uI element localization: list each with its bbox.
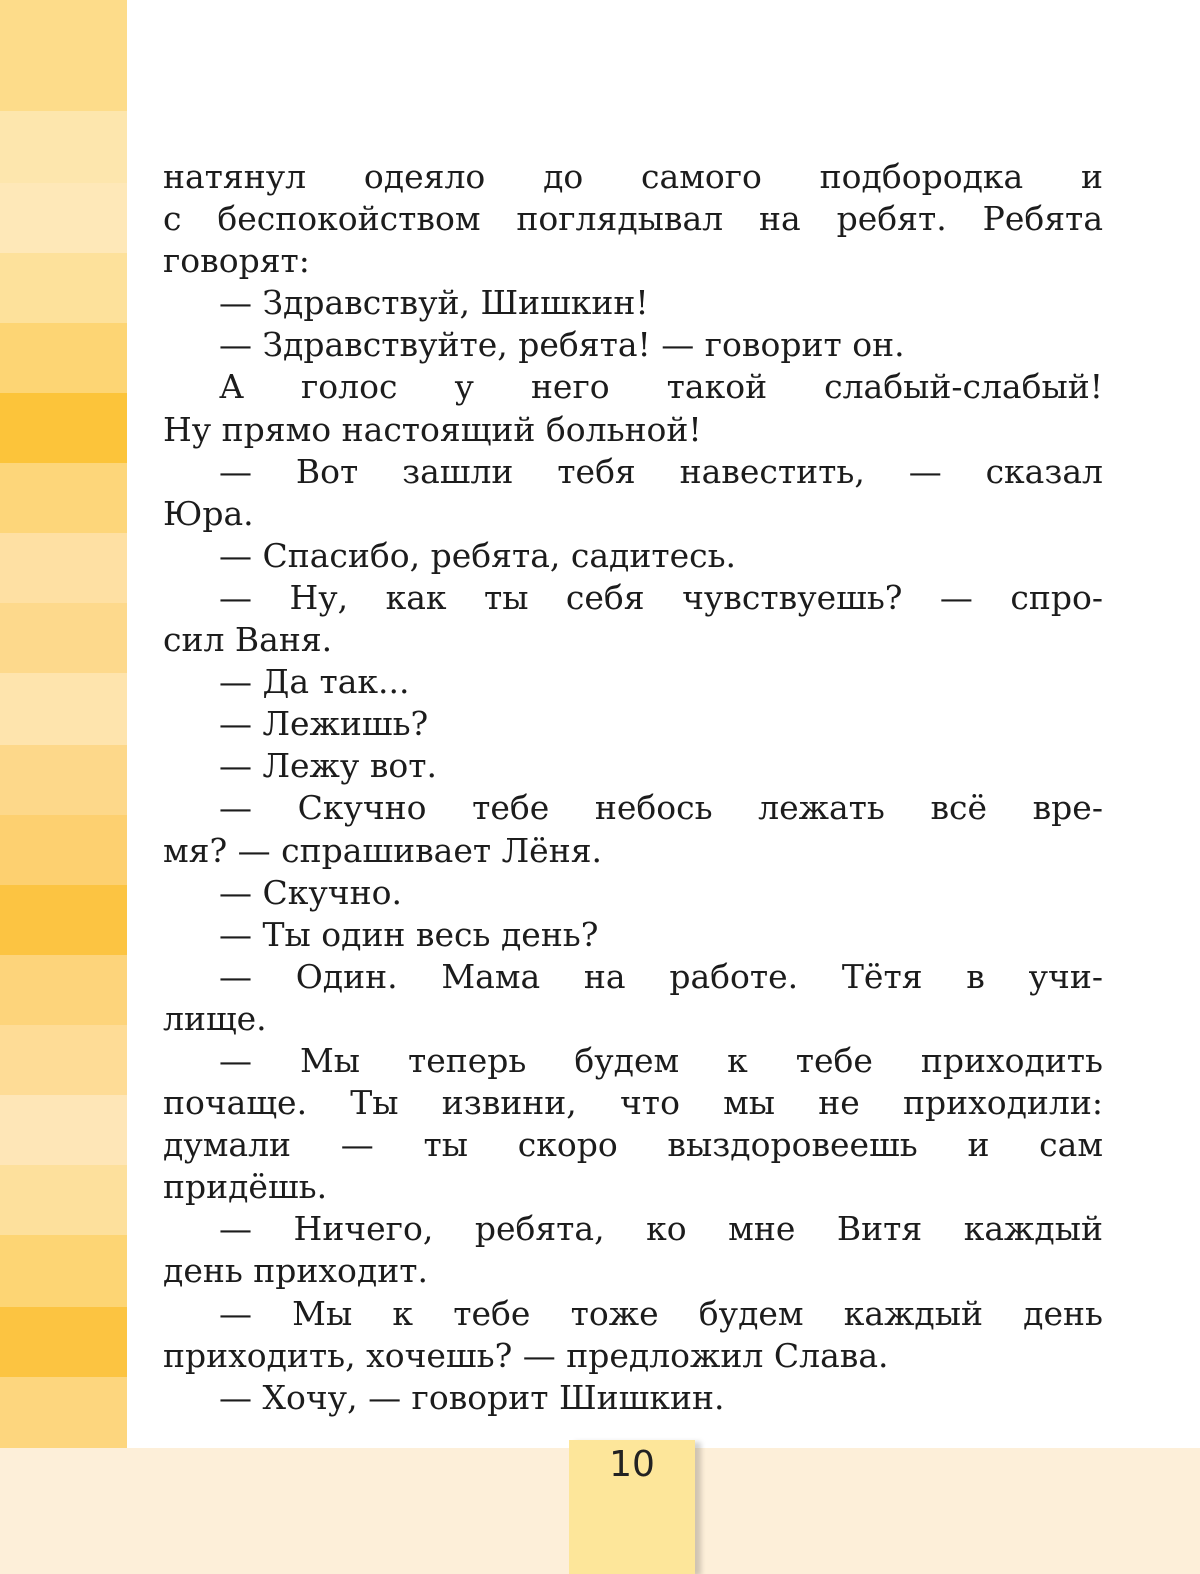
side-stripe <box>0 183 127 253</box>
side-stripe <box>0 1095 127 1165</box>
dialogue-line: — Ты один весь день? <box>219 914 599 954</box>
side-stripe <box>0 323 127 393</box>
side-stripe <box>0 0 127 111</box>
dialogue-line: — Лежишь? <box>219 704 429 744</box>
dialogue-line: — Мы к тебе тоже будем каждый день <box>219 1293 1103 1333</box>
story-text <box>163 156 1103 1419</box>
text-line: сил Ваня. <box>163 620 333 660</box>
page-number: 10 <box>609 1444 655 1485</box>
side-stripe <box>0 533 127 603</box>
side-stripe <box>0 393 127 463</box>
dialogue-line: — Да так... <box>219 662 410 702</box>
text-line: придёшь. <box>163 1167 328 1207</box>
dialogue-line: — Ничего, ребята, ко мне Витя каждый <box>219 1209 1103 1249</box>
text-line: почаще. Ты извини, что мы не приходили: <box>163 1083 1103 1123</box>
side-stripe <box>0 111 127 183</box>
dialogue-line: — Скучно. <box>219 872 402 912</box>
text-line: Ну прямо настоящий больной! <box>163 409 702 449</box>
side-stripe <box>0 1307 127 1377</box>
dialogue-line: — Ну, как ты себя чувствуешь? — спро- <box>219 577 1103 617</box>
side-stripe <box>0 955 127 1025</box>
text-line: Юра. <box>163 493 254 533</box>
text-line: день приходит. <box>163 1251 428 1291</box>
text-line: А голос у него такой слабый-слабый! <box>219 367 1103 407</box>
text-line: думали — ты скоро выздоровеешь и сам <box>163 1125 1103 1165</box>
dialogue-line: — Вот зашли тебя навестить, — сказал <box>219 451 1103 491</box>
side-stripe <box>0 1165 127 1235</box>
dialogue-line: — Лежу вот. <box>219 746 438 786</box>
text-line: лище. <box>163 998 267 1038</box>
side-stripe <box>0 603 127 673</box>
side-stripe <box>0 815 127 885</box>
dialogue-line: — Один. Мама на работе. Тётя в учи- <box>219 956 1103 996</box>
text-line: говорят: <box>163 241 310 281</box>
text-line: натянул одеяло до самого подбородка и <box>163 157 1103 196</box>
side-stripe <box>0 885 127 955</box>
side-stripe <box>0 463 127 533</box>
side-stripe <box>0 1377 127 1448</box>
side-stripe <box>0 253 127 323</box>
side-stripe <box>0 1235 127 1307</box>
dialogue-line: — Спасибо, ребята, садитесь. <box>219 535 737 575</box>
dialogue-line: — Хочу, — говорит Шишкин. <box>219 1377 725 1417</box>
side-stripe <box>0 1025 127 1095</box>
decorative-side-stripes <box>0 0 127 1574</box>
text-line: приходить, хочешь? — предложил Слава. <box>163 1335 889 1375</box>
dialogue-line: — Скучно тебе небось лежать всё вре- <box>219 788 1103 828</box>
text-line: с беспокойством поглядывал на ребят. Ребята <box>163 199 1103 239</box>
dialogue-line: — Здравствуй, Шишкин! <box>219 283 649 323</box>
side-stripe <box>0 745 127 815</box>
side-stripe <box>0 673 127 745</box>
page-number-tab <box>569 1440 695 1574</box>
dialogue-line: — Мы теперь будем к тебе приходить <box>219 1040 1103 1080</box>
text-line: мя? — спрашивает Лёня. <box>163 830 603 870</box>
dialogue-line: — Здравствуйте, ребята! — говорит он. <box>219 325 905 365</box>
